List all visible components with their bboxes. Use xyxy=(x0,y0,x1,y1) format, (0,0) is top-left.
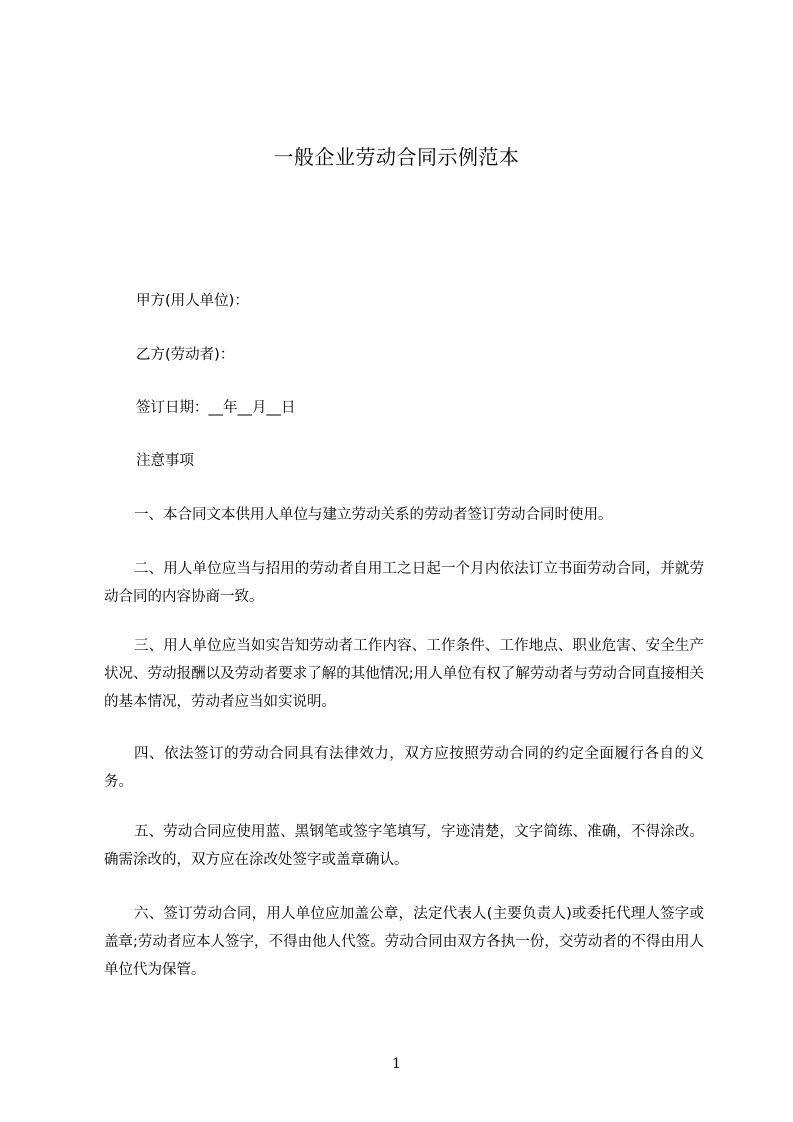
party-a-field: 甲方(用人单位)： xyxy=(136,293,249,309)
party-b-field: 乙方(劳动者)： xyxy=(136,347,235,363)
notice-item-1: 一、本合同文本供用人单位与建立劳动关系的劳动者签订劳动合同时使用。 xyxy=(134,507,613,523)
notice-item-4: 四、依法签订的劳动合同具有法律效力，双方应按照劳动合同的约定全面履行各自的义务。 xyxy=(104,746,704,790)
notice-item-5: 五、劳动合同应使用蓝、黑钢笔或签字笔填写，字迹清楚，文字简练、准确，不得涂改。确需涂改的，双方应在涂改处签字或盖章确认。 xyxy=(104,824,704,868)
notice-item-6: 六、签订劳动合同，用人单位应加盖公章，法定代表人(主要负责人)或委托代理人签字或盖章;劳动者应本人签字，不得由他人代签。劳动合同由双方各执一份，交劳动者的不得由用人单位代为保管。 xyxy=(104,906,704,978)
document-title: 一般企业劳动合同示例范本 xyxy=(273,145,520,169)
notice-heading: 注意事项 xyxy=(136,453,194,469)
page-number: 1 xyxy=(392,1056,401,1072)
notice-item-3: 三、用人单位应当如实告知劳动者工作内容、工作条件、工作地点、职业危害、安全生产状况、劳动报酬以及劳动者要求了解的其他情况;用人单位有权了解劳动者与劳动合同直接相关的基本情况，劳动者应当如实说明。 xyxy=(104,638,704,710)
notice-item-2: 二、用人单位应当与招用的劳动者自用工之日起一个月内依法订立书面劳动合同，并就劳动合同的内容协商一致。 xyxy=(104,561,704,605)
sign-date-field: 签订日期：__年__月__日 xyxy=(136,400,296,416)
